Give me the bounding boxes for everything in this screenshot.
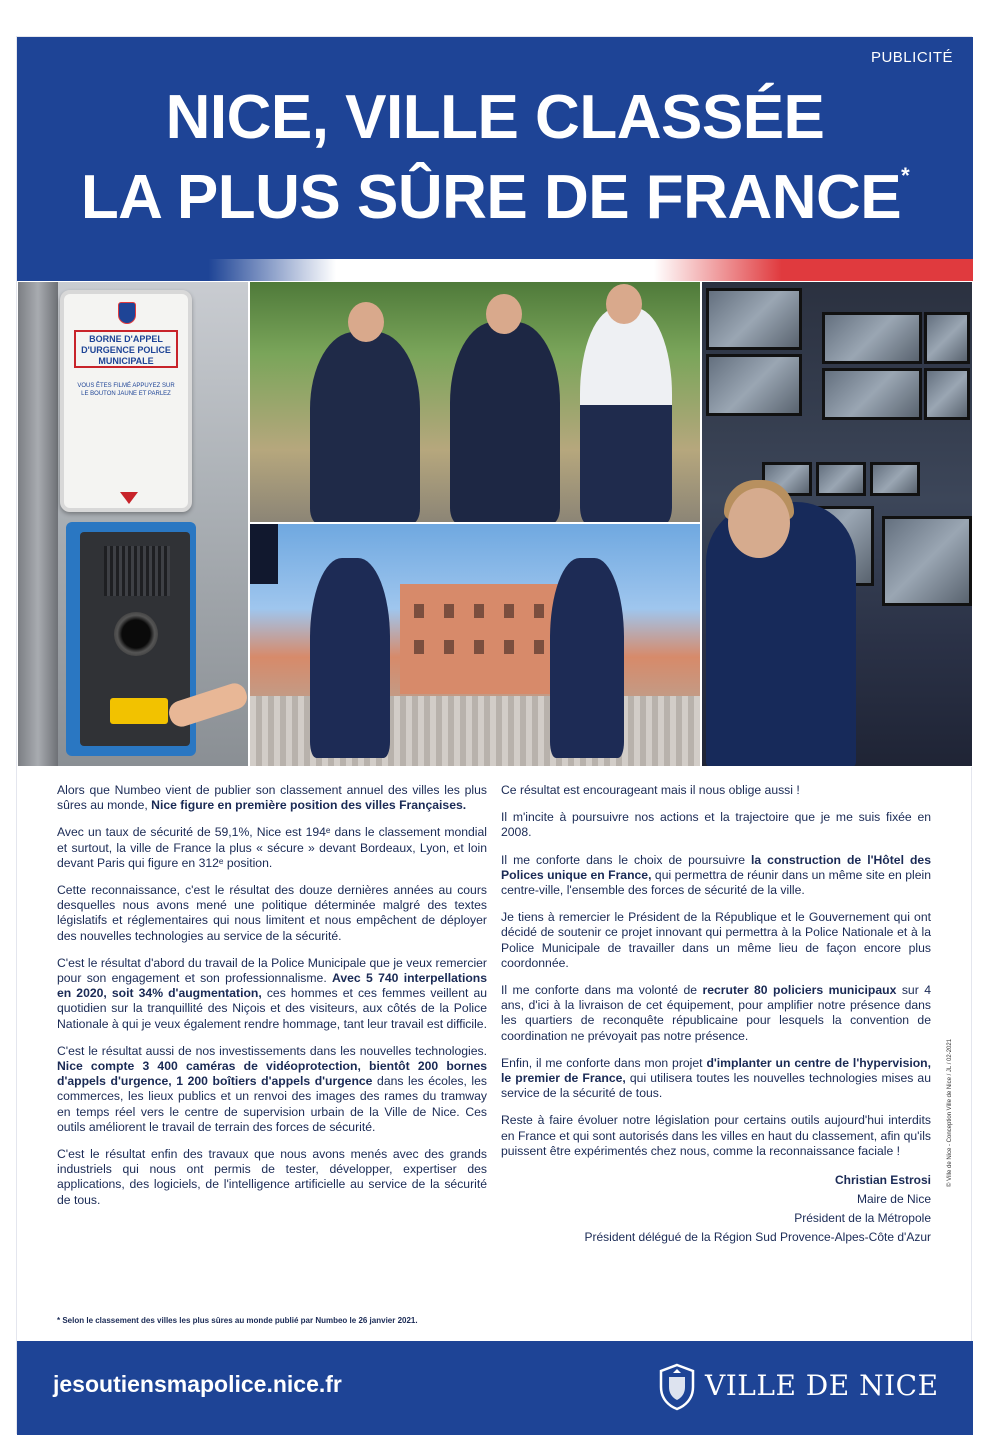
- headline-line-2: LA PLUS SÛRE DE FRANCE*: [80, 163, 910, 232]
- window: [414, 640, 424, 654]
- paragraph-text: Reste à faire évoluer notre législation pour certains outils aujourd'hui interdits en France et qui sont autorisés dans les villes en haut du classement, afin qu'ils puissent être expérimentés chez nous, comme la reconnaissance faciale !: [501, 1113, 931, 1158]
- body-paragraph: [501, 1056, 931, 1102]
- flag-blue-stripe: [17, 259, 336, 281]
- tricolore-band: [17, 259, 973, 281]
- flag-white-stripe: [336, 259, 655, 281]
- photo-officials-police: [249, 281, 701, 523]
- signatory-name: Christian Estrosi: [834, 1173, 931, 1188]
- paragraph-text: Enfin, il me conforte dans mon projet: [501, 1055, 707, 1070]
- video-wall-screen: [706, 288, 802, 350]
- window: [534, 604, 544, 618]
- person-official: [450, 322, 560, 523]
- paragraph-text: Il m'incite à poursuivre nos actions et la trajectoire que je me suis fixée en 2008.: [501, 810, 931, 840]
- emphasis-text: Avec 5 740 interpellations en 2020, soit 34% d'augmentation,: [57, 971, 487, 1001]
- emphasis-text: Nice compte 3 400 caméras de vidéoprotection, bientôt 200 bornes d'appels d'urgence, 1 200 boîtiers d'appels d'urgence: [57, 1059, 487, 1089]
- body-paragraph: [57, 825, 487, 871]
- window: [444, 604, 454, 618]
- person-head: [606, 284, 642, 324]
- video-wall-screen: [822, 368, 922, 420]
- body-paragraph: [501, 783, 931, 798]
- advertisement-page: [16, 36, 972, 1434]
- police-officer-right: [550, 558, 624, 758]
- paragraph-text: Alors que Numbeo vient de publier son classement annuel des villes les plus sûres au monde,: [57, 783, 487, 813]
- headline-asterisk: *: [901, 163, 910, 188]
- paragraph-text: C'est le résultat enfin des travaux que nous avons menés avec des grands industriels qui nous ont permis de tester, développer, expertiser des applications, des logiciels, de l'intelligence artificielle au service de la sécurité de tous.: [57, 1147, 487, 1207]
- city-name-logotype: VILLE DE NICE: [705, 1369, 939, 1402]
- callbox-sign: [60, 290, 192, 512]
- paragraph-text: sur 4 ans, d'ici à la livraison de cet équipement, pour amplifier notre présence dans les quartiers de reconquête républicaine pour lesquels la convention de coordination ne prévoyait pas notre présence.: [501, 983, 931, 1043]
- person-head: [250, 524, 278, 554]
- body-paragraph: [57, 1147, 487, 1208]
- person-police-officer: [580, 308, 672, 523]
- body-column-right: [501, 783, 931, 1247]
- arrow-down-icon: [120, 492, 138, 504]
- body-paragraph: [57, 1044, 487, 1135]
- sign-instructions: VOUS ÊTES FILMÉ APPUYEZ SUR LE BOUTON JAUNE ET PARLEZ: [77, 383, 175, 397]
- bell-button-icon: [110, 698, 168, 724]
- photo-officers-place-massena: [249, 523, 701, 767]
- video-wall-screen: [706, 354, 802, 416]
- footer-banner: [17, 1341, 973, 1435]
- signatory-title-2: Président de la Métropole: [794, 1211, 931, 1226]
- signatory-title-3: Président délégué de la Région Sud Provence-Alpes-Côte d'Azur: [584, 1230, 931, 1245]
- emphasis-text: recruter 80 policiers municipaux: [702, 983, 897, 998]
- signature-block: [501, 1171, 931, 1247]
- person-mayor: [310, 332, 420, 523]
- footnote: * Selon le classement des villes les plus sûres au monde publié par Numbeo le 26 janvier 2021.: [57, 1316, 418, 1325]
- paragraph-text: Cette reconnaissance, c'est le résultat des douze dernières années au cours desquelles nous avons mené une politique déterminée malgré des textes législatifs et réglementaires qui nous limitent et nous empêchent de déployer des nouvelles technologies au service de la sécurité.: [57, 883, 487, 943]
- video-wall-screen: [870, 462, 920, 496]
- body-paragraph: [57, 956, 487, 1032]
- side-credit: © Ville de Nice - Conception Ville de Nice / JL / 02-2021: [947, 1038, 953, 1187]
- body-paragraph: [57, 883, 487, 944]
- body-paragraph: [57, 783, 487, 813]
- emphasis-text: la construction de l'Hôtel des Polices unique en France,: [501, 852, 931, 882]
- police-crest-icon: [118, 302, 136, 324]
- header-banner: [17, 37, 973, 259]
- window: [444, 640, 454, 654]
- photo-supervision-center: [701, 281, 973, 767]
- emphasis-text: d'implanter un centre de l'hypervision, le premier de France,: [501, 1055, 932, 1086]
- video-wall-screen: [816, 462, 866, 496]
- photo-emergency-callbox: [17, 281, 249, 767]
- body-paragraph: [501, 910, 931, 971]
- sign-title: BORNE D'APPEL D'URGENCE POLICE MUNICIPALE: [74, 330, 178, 368]
- video-wall-screen: [924, 368, 970, 420]
- body-paragraph: [501, 1113, 931, 1159]
- paragraph-text: Il me conforte dans le choix de poursuivre: [501, 852, 751, 867]
- window: [504, 640, 514, 654]
- window: [474, 640, 484, 654]
- video-wall-screen: [924, 312, 970, 364]
- person-head: [250, 554, 278, 584]
- signatory-title-1: Maire de Nice: [856, 1192, 931, 1207]
- desk-monitor: [882, 516, 972, 606]
- paragraph-text: qui permettra de réunir dans un même site en plein centre-ville, l'ensemble des forces de sécurité de la ville.: [501, 867, 931, 898]
- body-paragraph: [501, 853, 931, 899]
- pole: [18, 282, 58, 767]
- window: [474, 604, 484, 618]
- headline-line-1: NICE, VILLE CLASSÉE: [165, 83, 825, 152]
- paragraph-text: qui utilisera toutes les nouvelles technologies mises au service de la sécurité de tous.: [501, 1071, 931, 1101]
- paragraph-text: C'est le résultat aussi de nos investissements dans les nouvelles technologies.: [57, 1043, 487, 1058]
- paragraph-text: dans les écoles, les commerces, les lieux publics et un renvoi des images des rames du tramway en temps réel vers le centre de supervision urbain de la Ville de Nice. Ces outils améliorent le travail de terrain des forces de sécurité.: [57, 1074, 488, 1134]
- body-paragraph: [501, 983, 931, 1044]
- operator-head: [728, 488, 790, 558]
- speaker-grille: [104, 546, 170, 596]
- body-paragraph: [501, 810, 931, 840]
- person-head: [486, 294, 522, 334]
- camera-icon: [114, 612, 158, 656]
- police-officer-left: [310, 558, 390, 758]
- person-head: [348, 302, 384, 342]
- window: [414, 604, 424, 618]
- paragraph-text: Avec un taux de sécurité de 59,1%, Nice est 194ᵉ dans le classement mondial et surtout, la ville de France la plus « sécure » devant Bordeaux, Lyon, et loin devant Paris qui figure en 312ᵉ position.: [57, 825, 487, 870]
- publicite-label: PUBLICITÉ: [870, 49, 953, 66]
- paragraph-text: ces hommes et ces femmes veillent au quotidien sur la tranquillité des Niçois et des visiteurs, aux côtés de la Police Nationale à qui je veux également rendre hommage, tant leur travail est difficile.: [57, 986, 487, 1031]
- campaign-url-link[interactable]: jesoutiensmapolice.nice.fr: [53, 1371, 342, 1397]
- paragraph-text: Ce résultat est encourageant mais il nous oblige aussi !: [501, 783, 800, 797]
- paragraph-text: Je tiens à remercier le Président de la République et le Gouvernement qui ont décidé de soutenir ce projet innovant qui permettra à la Police Nationale et à la Police Municipale de travailler dans un même lieu de façon encore plus coordonnée.: [501, 910, 931, 970]
- paragraph-text: Il me conforte dans ma volonté de: [501, 983, 703, 998]
- right-paragraphs: [501, 783, 931, 1159]
- window: [534, 640, 544, 654]
- window: [504, 604, 514, 618]
- body-column-left: [57, 783, 487, 1220]
- flag-red-stripe: [654, 259, 973, 281]
- emphasis-text: Nice figure en première position des villes Françaises.: [151, 798, 467, 813]
- paragraph-text: C'est le résultat d'abord du travail de la Police Municipale que je veux remercier pour son engagement et son professionnalisme.: [57, 955, 487, 986]
- city-crest-icon: [657, 1363, 697, 1411]
- video-wall-screen: [822, 312, 922, 364]
